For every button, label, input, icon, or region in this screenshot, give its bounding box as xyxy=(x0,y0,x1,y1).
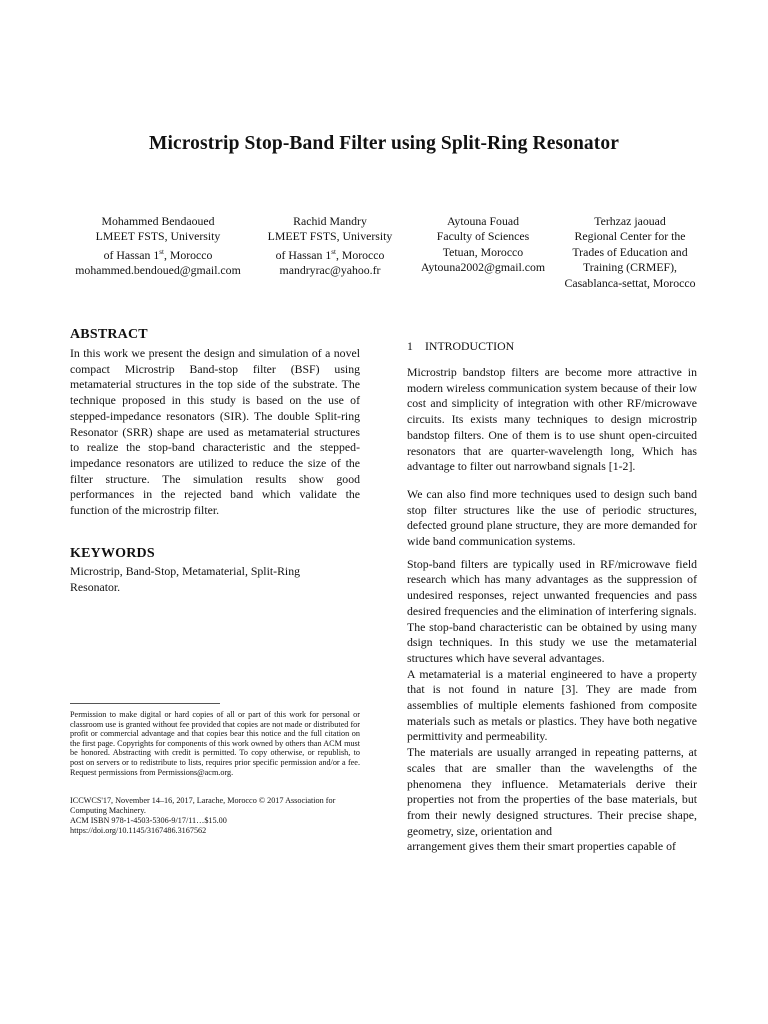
section-title: INTRODUCTION xyxy=(425,339,515,353)
isbn-line: ACM ISBN 978-1-4503-5306-9/17/11…$15.00 xyxy=(70,816,227,825)
author-affiliation: Tetuan, Morocco xyxy=(442,244,524,259)
keywords-text: Microstrip, Band-Stop, Metamaterial, Split-Ring Resonator. xyxy=(70,564,301,594)
author-affiliation: LMEET FSTS, University xyxy=(267,229,393,244)
author-name: Mohammed Bendaoued xyxy=(101,214,215,228)
section-heading-introduction xyxy=(407,339,514,354)
author-affiliation: of Hassan 1st, Morocco xyxy=(103,247,213,262)
author-name: Terhzaz jaouad xyxy=(594,214,666,228)
author-affiliation: Regional Center for the xyxy=(574,229,686,244)
footnote-divider xyxy=(70,703,220,704)
author-name: Rachid Mandry xyxy=(293,214,367,228)
author-email: mandryrac@yahoo.fr xyxy=(279,263,381,278)
conference-line: ICCWCS'17, November 14–16, 2017, Larache, Morocco © 2017 Association for xyxy=(70,796,336,805)
intro-paragraph-5: A metamaterial is a material engineered to have a property that is not found in nature [3]. They are made from assemblies of multiple elements fashioned from composite materials such as metals or plastics. They have both negative permittivity and permeability. xyxy=(407,666,697,744)
permission-notice: Permission to make digital or hard copies of all or part of this work for personal or classroom use is granted without fee provided that copies are not made or distributed for profit or commercial advantage and that copies bear this notice and the full citation on the first page. Copyrights for components of this work owned by others than ACM must be honored. Abstracting with credit is permitted. To copy otherwise, or republish, to post on servers or to redistribute to lists, requires prior specific permission and/or a fee. Request permissions from Permissions@acm.org. xyxy=(70,710,360,777)
intro-paragraph-4: The stop-band characteristic can be obtained by using many dsign techniques. In this study we use the metamaterial structures which have several advantages. xyxy=(407,619,697,665)
author-block-1 xyxy=(67,214,249,279)
author-name: Aytouna Fouad xyxy=(447,214,519,228)
intro-paragraph-3: Stop-band filters are typically used in RF/microwave field research which has many advantages as the suppression of undesired responses, reject unwanted frequencies and pass desired frequencies and the elimination of interfering signals. xyxy=(407,556,697,618)
author-block-4 xyxy=(558,214,702,291)
author-affiliation: Trades of Education and xyxy=(572,244,688,259)
author-affiliation: Training (CRMEF), xyxy=(583,260,677,275)
author-affiliation: Faculty of Sciences xyxy=(436,229,530,244)
abstract-heading: ABSTRACT xyxy=(70,327,148,342)
author-email: Aytouna2002@gmail.com xyxy=(420,260,546,275)
intro-paragraph-6: The materials are usually arranged in repeating patterns, at scales that are smaller than the wavelengths of the phenomena they influence. Metamaterials derive their properties not from the properties of the base materials, but from their newly designed structures. Their precise shape, geometry, size, orientation and xyxy=(407,745,697,838)
introduction-body xyxy=(407,365,697,855)
author-block-3 xyxy=(412,214,554,276)
abstract-text: In this work we present the design and simulation of a novel compact Microstrip Band-stop filter (BSF) using metamaterial structures in the top side of the substrate. The technique proposed in this study is based on the use of stepped-impedance resonators (SIR). The double Split-ring Resonator (SRR) shape are used as metamaterial structures to realize the stop-band characteristic and the stepped-impedance resonators are utilized to reduce the size of the filter structure. The simulation results show good performances in the rejected band which validate the function of the microstrip filter. xyxy=(70,346,360,518)
author-email: mohammed.bendoued@gmail.com xyxy=(75,263,241,278)
doi-line: https://doi.org/10.1145/3167486.3167562 xyxy=(70,826,207,835)
keywords-heading: KEYWORDS xyxy=(70,546,155,561)
author-block-2 xyxy=(262,214,398,279)
publication-info xyxy=(70,796,370,836)
intro-paragraph-1: Microstrip bandstop filters are become more attractive in modern wireless communication system because of their low cost and simplicity of integration with other RF/microwave circuits. Its exists many techniques to design microstrip bandstop filters. One of them is to use shunt open-circuited resonators that are quarter-wavelength long, Which has advantage to filter out narrowband signals [1-2]. xyxy=(407,365,697,474)
intro-paragraph-7: arrangement gives them their smart properties capable of xyxy=(407,839,676,854)
author-affiliation: Casablanca-settat, Morocco xyxy=(564,275,696,290)
section-number: 1 xyxy=(407,339,413,353)
author-affiliation: of Hassan 1st, Morocco xyxy=(275,247,385,262)
publisher-line: Computing Machinery. xyxy=(70,806,146,815)
paper-title: Microstrip Stop-Band Filter using Split-Ring Resonator xyxy=(148,133,619,154)
author-affiliation: LMEET FSTS, University xyxy=(95,229,221,244)
intro-paragraph-2: We can also find more techniques used to design such band stop filter structures like the use of periodic structures, defected ground plane structure, they are more demanded for wide band communication systems. xyxy=(407,486,697,549)
